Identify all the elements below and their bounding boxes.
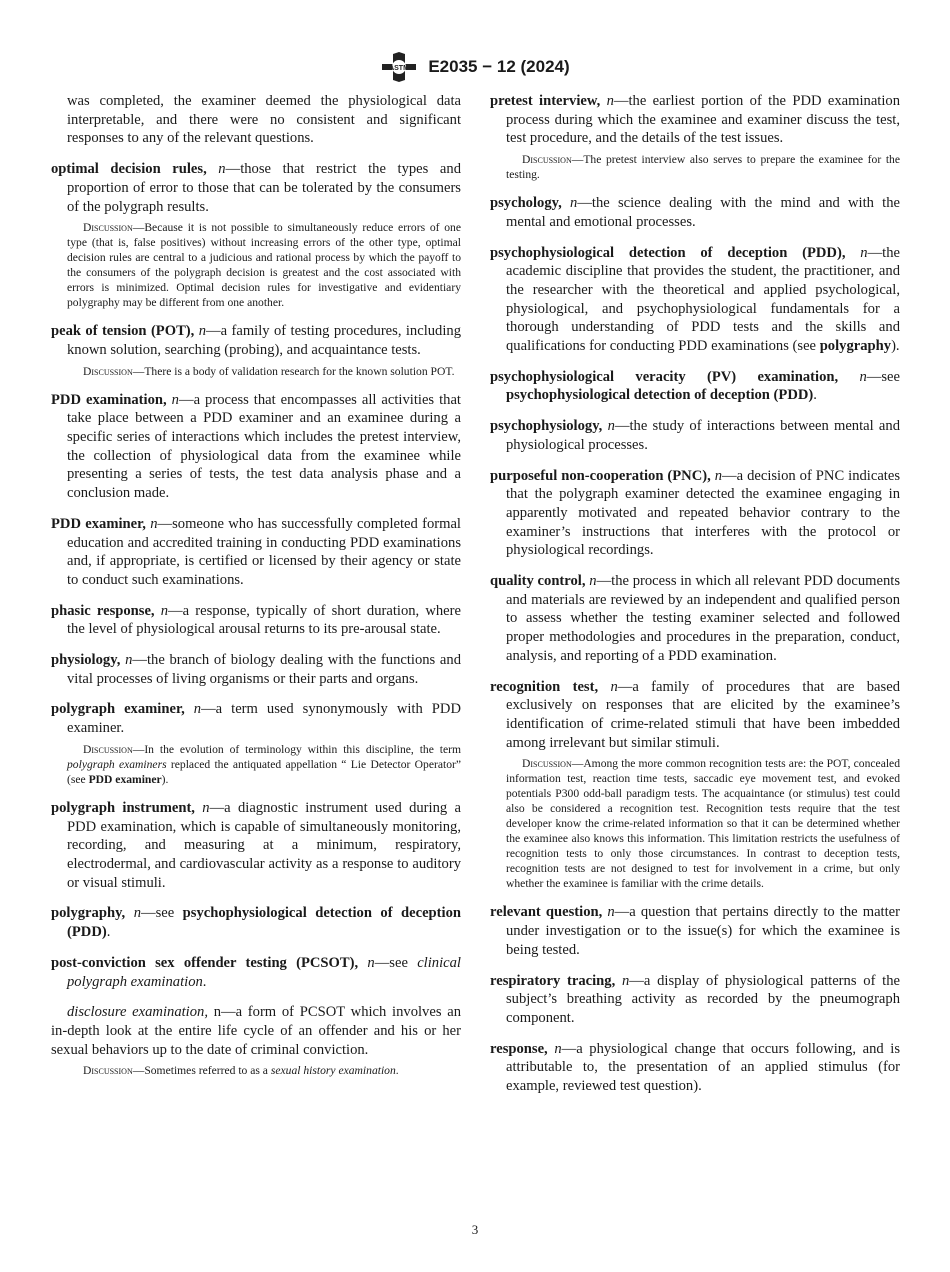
- cross-reference: psychophysiological detection of deception (PDD): [506, 387, 814, 404]
- discussion-label: Discussion: [83, 221, 133, 235]
- part-of-speech: n: [589, 573, 597, 590]
- definition: —see: [140, 905, 183, 922]
- part-of-speech: n: [622, 972, 630, 989]
- term: psychophysiological veracity (PV) examination,: [490, 368, 839, 385]
- discussion-italic: polygraph examiners: [67, 757, 167, 771]
- term: optimal decision rules,: [51, 161, 207, 178]
- part-of-speech: n: [859, 368, 867, 385]
- entry-phasic-response: [51, 602, 461, 639]
- discussion-peak-of-tension: [67, 364, 461, 379]
- part-of-speech: n: [860, 244, 868, 261]
- entry-pdd-examination: [51, 391, 461, 503]
- term: PDD examiner,: [51, 515, 146, 532]
- definition: —the process in which all relevant PDD documents and materials are reviewed by an independent and qualified person to assess whether the testing examiner selected and followed proper methodologies and procedures in the preparation, conduct, analysis, and reporting of a PDD examination.: [506, 573, 900, 664]
- term: recognition test,: [490, 678, 599, 695]
- discussion-label: Discussion: [83, 364, 133, 378]
- discussion-label: Discussion: [83, 742, 133, 756]
- cross-reference: psychophysiological detection of deception (PDD): [67, 905, 461, 941]
- definition: ).: [891, 338, 900, 355]
- entry-disclosure-examination: [51, 1003, 461, 1059]
- discussion-text: —There is a body of validation research for the known solution POT.: [132, 364, 455, 378]
- definition: —the branch of biology dealing with the functions and vital processes of living organisms or their parts and organs.: [67, 652, 461, 687]
- entry-pcsot: [51, 954, 461, 991]
- part-of-speech: n: [160, 602, 169, 619]
- discussion-text: —Among the more common recognition tests are: the POT, concealed information test, reaction time tests, saccadic eye movement test, and evoked potentials P300 odd-ball paradigm tests. The acquaintance (or stimulus) test could also be considered a recognition test. Recognition tests require that the test developer know the crime-related information so that it can be determined whether the examinee also knows this information. This limitation restricts the usefulness of recognition tests to only those circumstances. In contrast to deception tests, recognition tests are not designed to test for involvement in a crime, but only whether the examinee is familiar with the crime details.: [506, 757, 900, 891]
- continuation-text: was completed, the examiner deemed the physiological data interpretable, and there were no consistent and significant responses to any of the relevant questions.: [67, 93, 461, 147]
- discussion-label: Discussion: [522, 153, 572, 167]
- part-of-speech: n: [570, 195, 578, 212]
- discussion-polygraph-examiner: [67, 742, 461, 787]
- entry-optimal-decision-rules: [51, 160, 461, 216]
- definition: —someone who has successfully completed formal education and accredited training in conducting PDD examinations and, if appropriate, is certified or licensed by their agency or state to conduct such examinations.: [67, 515, 461, 588]
- definition: —a display of physiological patterns of the subject’s breathing activity as recorded by the pneumograph component.: [506, 972, 901, 1026]
- entry-peak-of-tension: [51, 322, 461, 359]
- discussion-label: Discussion: [83, 1064, 133, 1078]
- part-of-speech: n: [607, 418, 615, 435]
- definition: —see: [866, 368, 900, 385]
- definition: —a family of procedures that are based exclusively on responses that are elicited by the examinee’s identification of crime-related stimuli that have been imbedded among irrelevant but similar stimuli.: [506, 678, 900, 751]
- term: post-conviction sex offender testing (PCSOT),: [51, 954, 359, 971]
- term: polygraph examiner,: [51, 701, 185, 718]
- page-header: [0, 50, 950, 84]
- cross-reference: clinical polygraph examination: [67, 954, 461, 990]
- entry-respiratory-tracing: [490, 972, 900, 1028]
- discussion-text: ).: [161, 772, 169, 786]
- definition: —the academic discipline that provides the student, the practitioner, and the researcher with the theoretical and applied psychological, physiological, and psychophysiological fundamentals for a thorough understanding of PDD tests and the skills and qualifications for conducting PDD examinations (see: [506, 244, 900, 355]
- term: response,: [490, 1040, 548, 1057]
- definition: —the science dealing with the mind and with the mental and emotional processes.: [506, 195, 901, 230]
- definition: .: [813, 387, 817, 404]
- definition: .: [106, 924, 111, 941]
- discussion-text: —In the evolution of terminology within this discipline, the term: [132, 742, 461, 756]
- definition: —a diagnostic instrument used during a PDD examination, which is capable of simultaneously monitoring, recording, and measuring at a minimum, respiratory, electrodermal, and cardiovascular activity as a response to auditory or visual stimuli.: [67, 799, 461, 891]
- discussion-disclosure-examination: [67, 1063, 461, 1078]
- definition: —a response, typically of short duration, where the level of physiological arousal returns to its pre-arousal state.: [67, 602, 461, 638]
- entry-pnc: [490, 467, 900, 561]
- definition: .: [202, 973, 207, 990]
- part-of-speech: n: [610, 678, 618, 695]
- part-of-speech: n: [171, 391, 179, 408]
- term: physiology,: [51, 652, 121, 669]
- document-code: E2035 − 12 (2024): [428, 57, 570, 76]
- discussion-pretest-interview: [506, 152, 900, 182]
- discussion-text: replaced the antiquated appellation “ Lie Detector Operator” (see: [67, 757, 461, 786]
- term: peak of tension (POT),: [51, 323, 195, 340]
- entry-recognition-test: [490, 678, 900, 753]
- entry-physiology: [51, 651, 461, 688]
- term: disclosure examination,: [67, 1004, 208, 1021]
- entry-psychophysiology: [490, 417, 900, 454]
- part-of-speech: n: [133, 905, 141, 922]
- part-of-speech: n: [606, 93, 614, 109]
- entry-psychology: [490, 194, 900, 231]
- entry-pretest-interview: [490, 92, 900, 148]
- term: psychophysiology,: [490, 418, 603, 435]
- discussion-text: .: [395, 1064, 399, 1078]
- discussion-optimal-decision-rules: [67, 220, 461, 310]
- term: pretest interview,: [490, 93, 601, 109]
- definition: —a physiological change that occurs following, and is attributable to, the presentation of an applied stimulus (for example, reviewed test question).: [506, 1040, 900, 1095]
- discussion-text: —Because it is not possible to simultaneously reduce errors of one type (that is, false positives) without increasing errors of the other type, optimal decision rules are central to a judicious and rational process by which the payoff to the consumers of the polygraph decision is greatest and the cost associated with errors is minimized. Optimal decision rules for investigative and evidentiary polygraphy may be different from one another.: [67, 221, 461, 310]
- entry-relevant-question: [490, 903, 900, 959]
- term: phasic response,: [51, 602, 155, 619]
- definition: —the earliest portion of the PDD examination process during which the examinee and examiner discuss the test, test procedure, and the details of the test issues.: [506, 93, 901, 147]
- term: purposeful non-cooperation (PNC),: [490, 467, 711, 484]
- astm-logo-text: ASTM: [389, 65, 410, 72]
- definition: —a form of PCSOT which involves an in-depth look at the entire life cycle of an offender and his or her sexual behaviors up to the date of criminal conviction.: [51, 1004, 461, 1058]
- part-of-speech: n: [198, 323, 207, 340]
- left-column: [51, 92, 461, 1090]
- term: PDD examination,: [51, 391, 167, 408]
- part-of-speech: n: [193, 701, 202, 718]
- part-of-speech: n: [554, 1040, 562, 1057]
- part-of-speech: n: [213, 1004, 221, 1021]
- right-column: [490, 92, 900, 1108]
- definition: —a term used synonymously with PDD examiner.: [67, 701, 461, 737]
- part-of-speech: n: [202, 799, 210, 816]
- definition: —see: [374, 954, 418, 971]
- entry-polygraph-instrument: [51, 799, 461, 893]
- term: polygraph instrument,: [51, 799, 195, 816]
- term: quality control,: [490, 573, 586, 590]
- discussion-recognition-test: [506, 756, 900, 891]
- term: relevant question,: [490, 904, 603, 921]
- entry-polygraphy: [51, 904, 461, 941]
- part-of-speech: n: [367, 954, 375, 971]
- discussion-text: —Sometimes referred to as a: [132, 1064, 271, 1078]
- term: respiratory tracing,: [490, 972, 616, 989]
- entry-polygraph-examiner: [51, 700, 461, 737]
- discussion-label: Discussion: [522, 757, 572, 771]
- part-of-speech: n: [218, 161, 226, 178]
- definition: —a process that encompasses all activities that take place between a PDD examiner and an examinee during a specific series of interactions which includes the pretest interview, the collection of physiological data from the examinee while presenting a series of tests, the test data analysis phase and a conclusion made.: [67, 391, 461, 502]
- page-number: 3: [471, 1222, 479, 1237]
- entry-response: [490, 1040, 900, 1096]
- part-of-speech: n: [125, 652, 133, 669]
- entry-pdd-examiner: [51, 515, 461, 590]
- definition: —a decision of PNC indicates that the polygraph examiner detected the examinee engaging in apparently motivated and repeated behavior contrary to the examiner’s instructions that interferes with the protocol or physiological recordings.: [506, 467, 901, 559]
- entry-pv-examination: [490, 368, 900, 405]
- definition: —the study of interactions between mental and physiological processes.: [506, 418, 900, 453]
- term: psychology,: [490, 195, 562, 212]
- definition: —those that restrict the types and proportion of error to those that can be tolerated by the consumers of the polygraph results.: [67, 161, 461, 215]
- part-of-speech: n: [150, 515, 158, 532]
- cross-reference: PDD examiner: [88, 772, 162, 786]
- definition: —a family of testing procedures, including known solution, searching (probing), and acquaintance tests.: [67, 323, 462, 358]
- entry-quality-control: [490, 572, 900, 666]
- term: polygraphy,: [51, 905, 126, 922]
- definition: —a question that pertains directly to the matter under investigation or to the issue(s) for which the examinee is being tested.: [506, 904, 900, 958]
- cross-reference: polygraphy: [819, 338, 892, 355]
- discussion-italic: sexual history examination: [270, 1064, 396, 1078]
- part-of-speech: n: [714, 467, 723, 484]
- discussion-text: —The pretest interview also serves to prepare the examinee for the testing.: [506, 153, 900, 182]
- astm-logo-icon: [380, 50, 418, 84]
- part-of-speech: n: [607, 904, 615, 921]
- term: psychophysiological detection of deception (PDD),: [490, 244, 846, 261]
- entry-pdd: [490, 244, 900, 356]
